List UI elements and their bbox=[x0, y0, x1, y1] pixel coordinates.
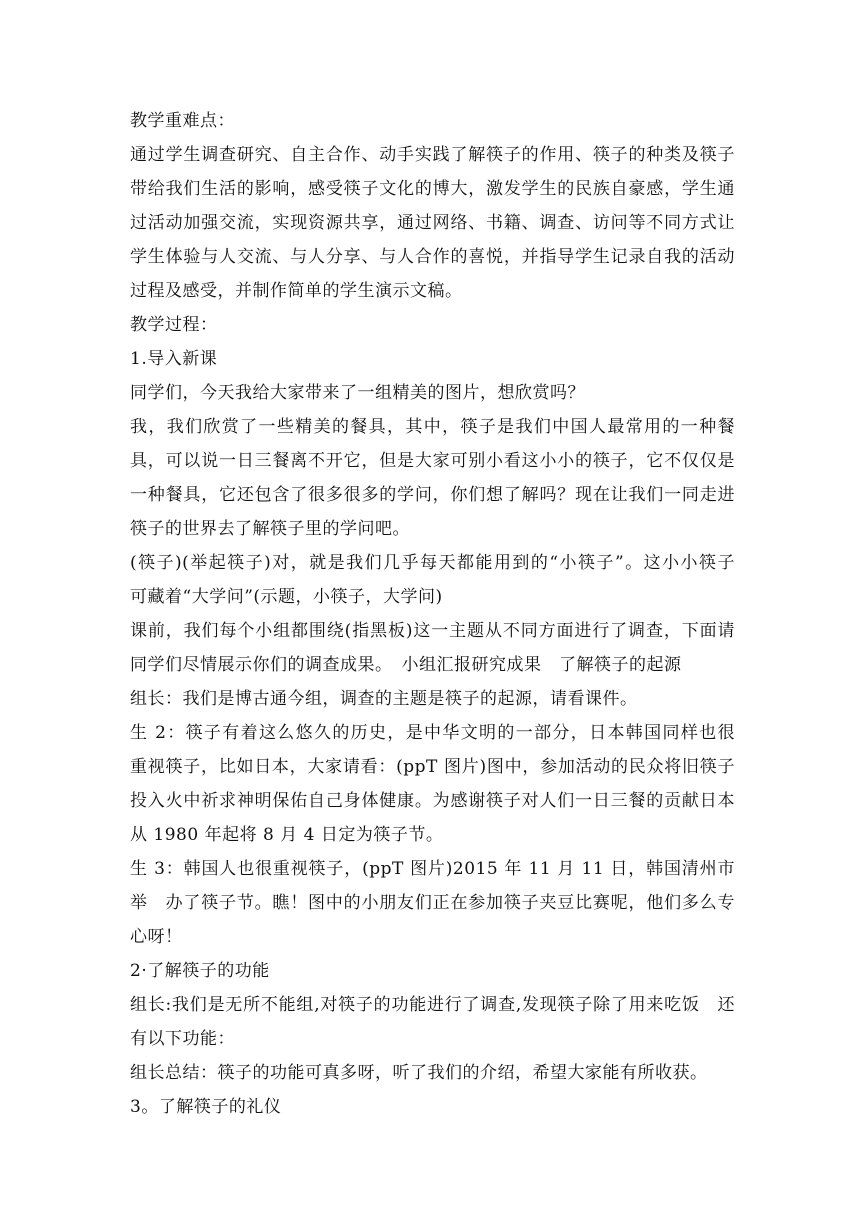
paragraph-intro-question: 同学们，今天我给大家带来了一组精美的图片，想欣赏吗？ bbox=[130, 383, 585, 403]
paragraph-group-leader-summary: 组长总结：筷子的功能可真多呀，听了我们的介绍，希望大家能有所收获。 bbox=[130, 1063, 708, 1083]
section-functions-heading: 2·了解筷子的功能 bbox=[130, 961, 270, 981]
paragraph-student-3: 生 3：韩国人也很重视筷子，(ppT 图片)2015 年 11 月 11 日，韩国清州市举 办了筷子节。瞧！图中的小朋友们正在参加筷子夹豆比赛呢，他们多么专心呀！ bbox=[130, 859, 735, 947]
section-intro-heading: 1.导入新课 bbox=[130, 349, 218, 369]
paragraph-raise-chopsticks: (筷子)(举起筷子)对，就是我们几乎每天都能用到的“小筷子”。这小小筷子 可藏着“大学问”(示题，小筷子，大学问) bbox=[130, 553, 753, 607]
paragraph-tableware: 我，我们欣赏了一些精美的餐具，其中，筷子是我们中国人最常用的一种餐具，可以说一日三餐离不开它，但是大家可别小看这小小的筷子，它不仅仅是一种餐具，它还包含了很多很多的学问，你们想了解吗？现在让我们一同走进筷子的世界去了解筷子里的学问吧。 bbox=[130, 417, 735, 539]
heading-teaching-process: 教学过程： bbox=[130, 315, 218, 335]
paragraph-group-leader-origin: 组长：我们是博古通今组，调查的主题是筷子的起源，请看课件。 bbox=[130, 689, 638, 709]
document-body bbox=[130, 104, 753, 1124]
paragraph-group-leader-functions: 组长:我们是无所不能组,对筷子的功能进行了调查,发现筷子除了用来吃饭 还有以下功能： bbox=[130, 995, 735, 1049]
section-etiquette-heading: 3。了解筷子的礼仪 bbox=[130, 1097, 282, 1117]
paragraph-objectives: 通过学生调查研究、自主合作、动手实践了解筷子的作用、筷子的种类及筷子带给我们生活的影响，感受筷子文化的博大，激发学生的民族自豪感，学生通过活动加强交流，实现资源共享，通过网络、书籍、调查、访问等不同方式让学生体验与人交流、与人分享、与人合作的喜悦，并指导学生记录自我的活动过程及感受，并制作简单的学生演示文稿。 bbox=[130, 145, 735, 301]
paragraph-student-2: 生 2：筷子有着这么悠久的历史，是中华文明的一部分，日本韩国同样也很 重视筷子，比如日本，大家请看：(ppT 图片)图中，参加活动的民众将旧筷子 投入火中祈求神明保佑自己身体健康。为感谢筷子对人们一日三餐的贡献日本 从 1980 年起将 8 月 4 日定为筷子节。 bbox=[130, 723, 753, 845]
paragraph-group-research: 课前，我们每个小组都围绕(指黑板)这一主题从不同方面进行了调查，下面请 同学们尽情展示你们的调查成果。 小组汇报研究成果 了解筷子的起源 bbox=[130, 621, 753, 675]
heading-key-difficulties: 教学重难点： bbox=[130, 111, 235, 131]
